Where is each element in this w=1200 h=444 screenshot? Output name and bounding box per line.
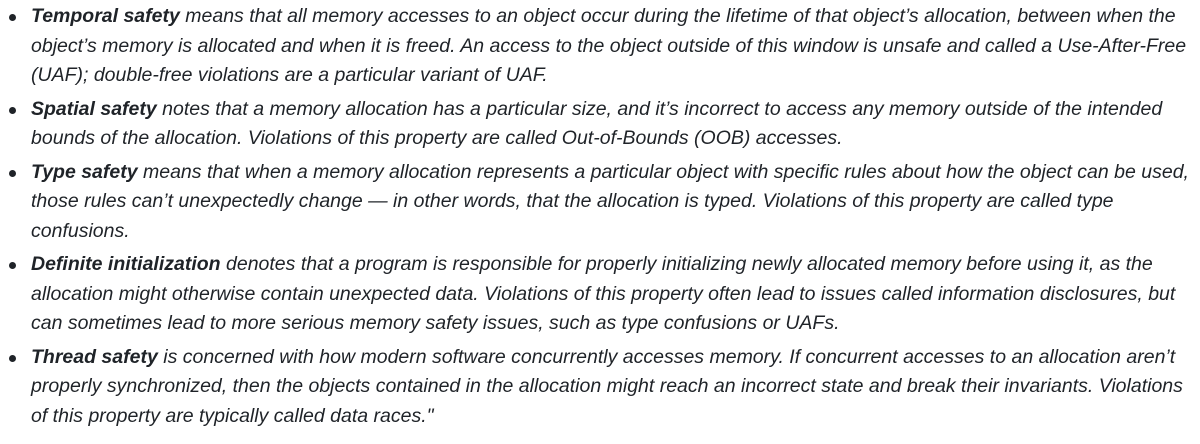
bullet-icon bbox=[9, 107, 16, 114]
list-item-temporal-safety bbox=[0, 2, 1200, 91]
term-description: notes that a memory allocation has a particular size, and it’s incorrect to access any memory outside of the intended bounds of the allocation. Violations of this property are called Out-of-Bounds (OOB) accesses. bbox=[31, 97, 1163, 149]
bullet-icon bbox=[9, 14, 16, 21]
term-description: denotes that a program is responsible for properly initializing newly allocated memory before using it, as the allocation might otherwise contain unexpected data. Violations of this property often lead to issues called information disclosures, but can sometimes lead to more serious memory safety issues, such as type confusions or UAFs. bbox=[31, 253, 1176, 334]
bullet-icon bbox=[9, 262, 16, 269]
bullet-icon bbox=[9, 355, 16, 362]
term-description: means that all memory accesses to an object occur during the lifetime of that object’s allocation, between when the object’s memory is allocated and when it is freed. An access to the object outside of this window is unsafe and called a Use-After-Free (UAF); double-free violations are a particular variant of UAF. bbox=[31, 5, 1187, 86]
term-label: Temporal safety bbox=[31, 5, 180, 27]
term-label: Thread safety bbox=[31, 345, 158, 368]
list-item-type-safety bbox=[0, 158, 1200, 247]
list-item-thread-safety bbox=[0, 343, 1200, 432]
list-item-spatial-safety bbox=[0, 95, 1200, 154]
term-description: is concerned with how modern software concurrently accesses memory. If concurrent accesses to an allocation aren’t properly synchronized, then the objects contained in the allocation might reach an incorrect state and break their invariants. Violations of this property are typically called data races." bbox=[31, 345, 1183, 427]
list-item-definite-initialization bbox=[0, 250, 1200, 339]
term-label: Definite initialization bbox=[31, 253, 221, 275]
term-label: Spatial safety bbox=[31, 97, 157, 120]
term-label: Type safety bbox=[31, 160, 138, 183]
term-description: means that when a memory allocation represents a particular object with specific rules about how the object can be used, those rules can’t unexpectedly change — in other words, that the allocation is typed. Violations of this property are called type confusions. bbox=[31, 160, 1189, 242]
memory-safety-list bbox=[0, 2, 1200, 431]
bullet-icon bbox=[9, 170, 16, 177]
